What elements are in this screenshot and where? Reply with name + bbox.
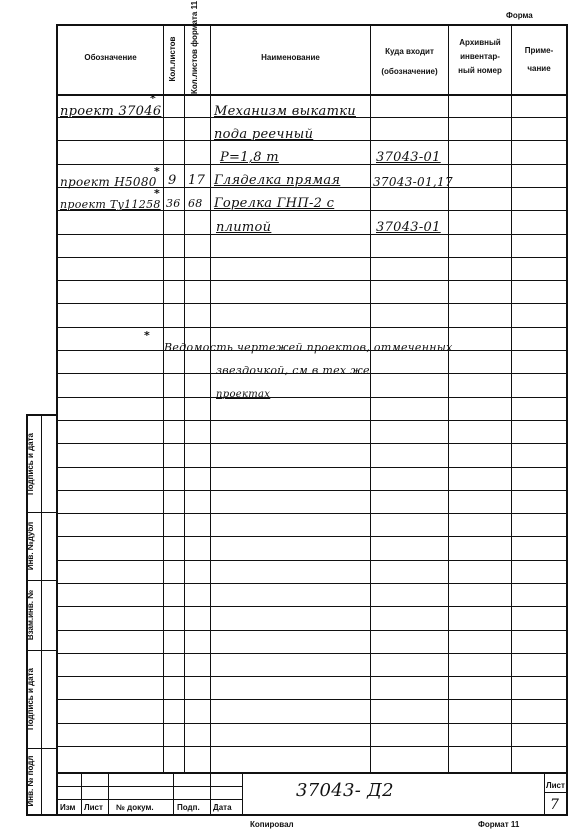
side-label-repl-inv: Взам.инв. № [26,589,35,641]
row-2-name: пода реечный [214,127,314,142]
table-row-line [56,280,568,281]
table-row-line [56,164,568,165]
row-1-asterisk: * [150,92,156,105]
footer-copied: Копировал [250,820,294,829]
row-4-name: Гляделка прямая [214,173,341,188]
tb-designation: 37043- Д2 [296,780,394,801]
table-row-line [56,536,568,537]
tb-izm: Изм [60,803,76,812]
table-row-line [56,653,568,654]
frame-bottom [56,814,568,816]
col-divider-5 [448,24,449,772]
side-strip-inner [41,414,42,816]
header-name: Наименование [261,53,320,62]
side-label-orig-inv: Инв. № подл [26,755,35,807]
table-row-line [56,467,568,468]
row-5-name: Горелка ГНП-2 с [214,196,335,211]
frame-top [56,24,568,26]
row-3-name: P=1,8 т [220,150,279,165]
row-5-asterisk: * [154,187,160,200]
title-block-div-c [173,772,174,816]
header-sheets-format: Кол.листов формата 11 [190,0,199,94]
col-divider-2 [184,24,185,772]
row-4-designation: проект Н5080 [60,175,157,189]
tb-data: Дата [213,803,232,812]
footer-format: Формат 11 [478,820,520,829]
side-label-dup-inv: Инв. №дубл [26,521,35,571]
tb-doc-no: № докум. [116,803,154,812]
col-divider-6 [511,24,512,772]
title-block-sheet-row [544,792,568,793]
table-row-line [56,606,568,607]
row-6-name: плитой [216,220,272,235]
header-note: Приме-чание [524,46,554,73]
title-block-div-d [210,772,211,816]
title-block-div-b [108,772,109,816]
table-row-line [56,513,568,514]
header-archive: Архивный инвентар-ный номер [458,38,502,75]
side-label-sign-date-top: Подпись и дата [26,433,35,495]
title-block-div-sheet [544,772,545,816]
row-5-designation: проект Ту11258 [60,198,161,211]
side-label-sign-date-bottom: Подпись и дата [26,668,35,730]
title-block-row-1 [56,786,242,787]
table-row-line [56,676,568,677]
title-block-div-a [81,772,82,816]
tb-sheet-no: 7 [550,797,560,813]
row-4-asterisk: * [154,165,160,178]
tb-sheet-label: Лист [546,781,565,790]
table-row-line [56,583,568,584]
tb-list: Лист [84,803,103,812]
col-divider-4 [370,24,371,772]
table-row-line [56,699,568,700]
table-row-line [56,420,568,421]
table-row-line [56,490,568,491]
row-4-where: 37043-01,17 [373,175,453,189]
footnote-asterisk: * [144,329,150,342]
table-row-line [56,234,568,235]
row-5-format: 68 [188,197,203,210]
table-row-line [56,327,568,328]
title-block-top [56,772,568,774]
header-where-used: Куда входит (обозначение) [381,47,438,76]
col-divider-3 [210,24,211,772]
footnote-line-1: Ведомость чертежей проектов, отмеченных [164,341,453,354]
title-block-row-2 [56,799,242,800]
table-row-line [56,723,568,724]
title-block-div-e [242,772,243,816]
row-1-name: Механизм выкатки [214,104,356,119]
header-bottom-line [56,94,568,96]
table-row-line [56,303,568,304]
footnote-line-2: звездочкой, см в тех же [216,364,370,377]
row-6-where: 37043-01 [376,220,441,235]
table-row-line [56,630,568,631]
table-row-line [56,257,568,258]
header-sheets-count: Кол.листов [168,36,177,82]
row-4-format: 17 [188,173,206,188]
tb-podp: Подп. [177,803,200,812]
row-3-where: 37043-01 [376,150,441,165]
header-designation: Обозначение [84,53,137,62]
table-row-line [56,443,568,444]
form-label: Форма [506,11,533,20]
footnote-line-3: проектах [216,389,271,400]
table-row-line [56,560,568,561]
row-5-count: 36 [166,197,181,210]
row-1-designation: проект 37046 [60,104,162,119]
col-divider-1 [163,24,164,772]
table-row-line [56,746,568,747]
table-row-line [56,397,568,398]
row-4-count: 9 [168,173,177,188]
